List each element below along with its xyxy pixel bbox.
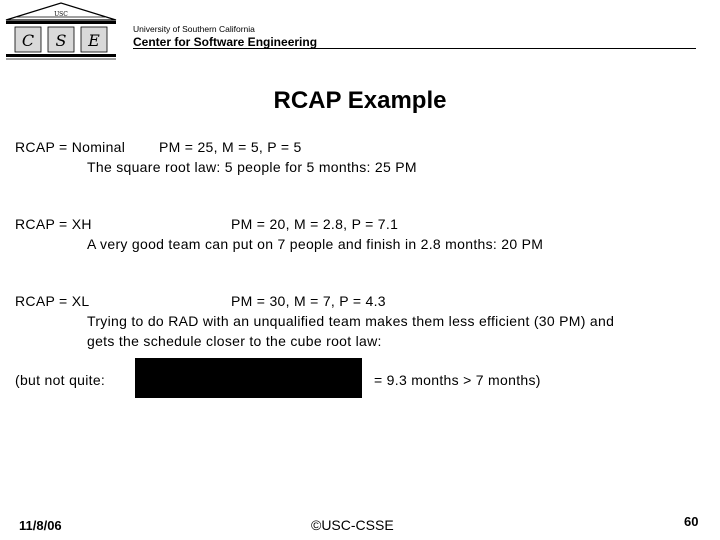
university-name: University of Southern California (133, 24, 255, 34)
xl-label: RCAP = XL (15, 293, 90, 309)
redacted-formula-box (135, 358, 362, 398)
page-number: 60 (684, 514, 699, 529)
header-text (133, 25, 317, 48)
logo-letter-s: S (55, 31, 67, 50)
nominal-label: RCAP = Nominal (15, 139, 126, 155)
logo-letter-e: E (88, 31, 100, 50)
xl-values: PM = 30, M = 7, P = 4.3 (231, 293, 386, 309)
aside-start: (but not quite: (15, 372, 106, 388)
xl-note-line2: gets the schedule closer to the cube root law: (87, 333, 382, 349)
logo-usc-text: USC (54, 11, 68, 18)
xh-note: A very good team can put on 7 people and finish in 2.8 months: 20 PM (87, 236, 544, 252)
footer-copyright: ©USC-CSSE (311, 517, 394, 533)
xh-values: PM = 20, M = 2.8, P = 7.1 (231, 216, 399, 232)
nominal-note: The square root law: 5 people for 5 months: 25 PM (87, 159, 417, 175)
xh-label: RCAP = XH (15, 216, 92, 232)
nominal-values: PM = 25, M = 5, P = 5 (159, 139, 302, 155)
footer-date: 11/8/06 (19, 518, 62, 533)
cse-logo-graphic (3, 2, 119, 62)
xl-note-line1: Trying to do RAD with an unqualified team makes them less efficient (30 PM) and (87, 313, 615, 329)
aside-end: = 9.3 months > 7 months) (374, 372, 541, 388)
header-divider (133, 48, 696, 49)
center-name: Center for Software Engineering (133, 34, 318, 49)
cse-logo (3, 2, 119, 62)
slide-title: RCAP Example (273, 87, 447, 114)
logo-letter-c: C (21, 31, 35, 50)
